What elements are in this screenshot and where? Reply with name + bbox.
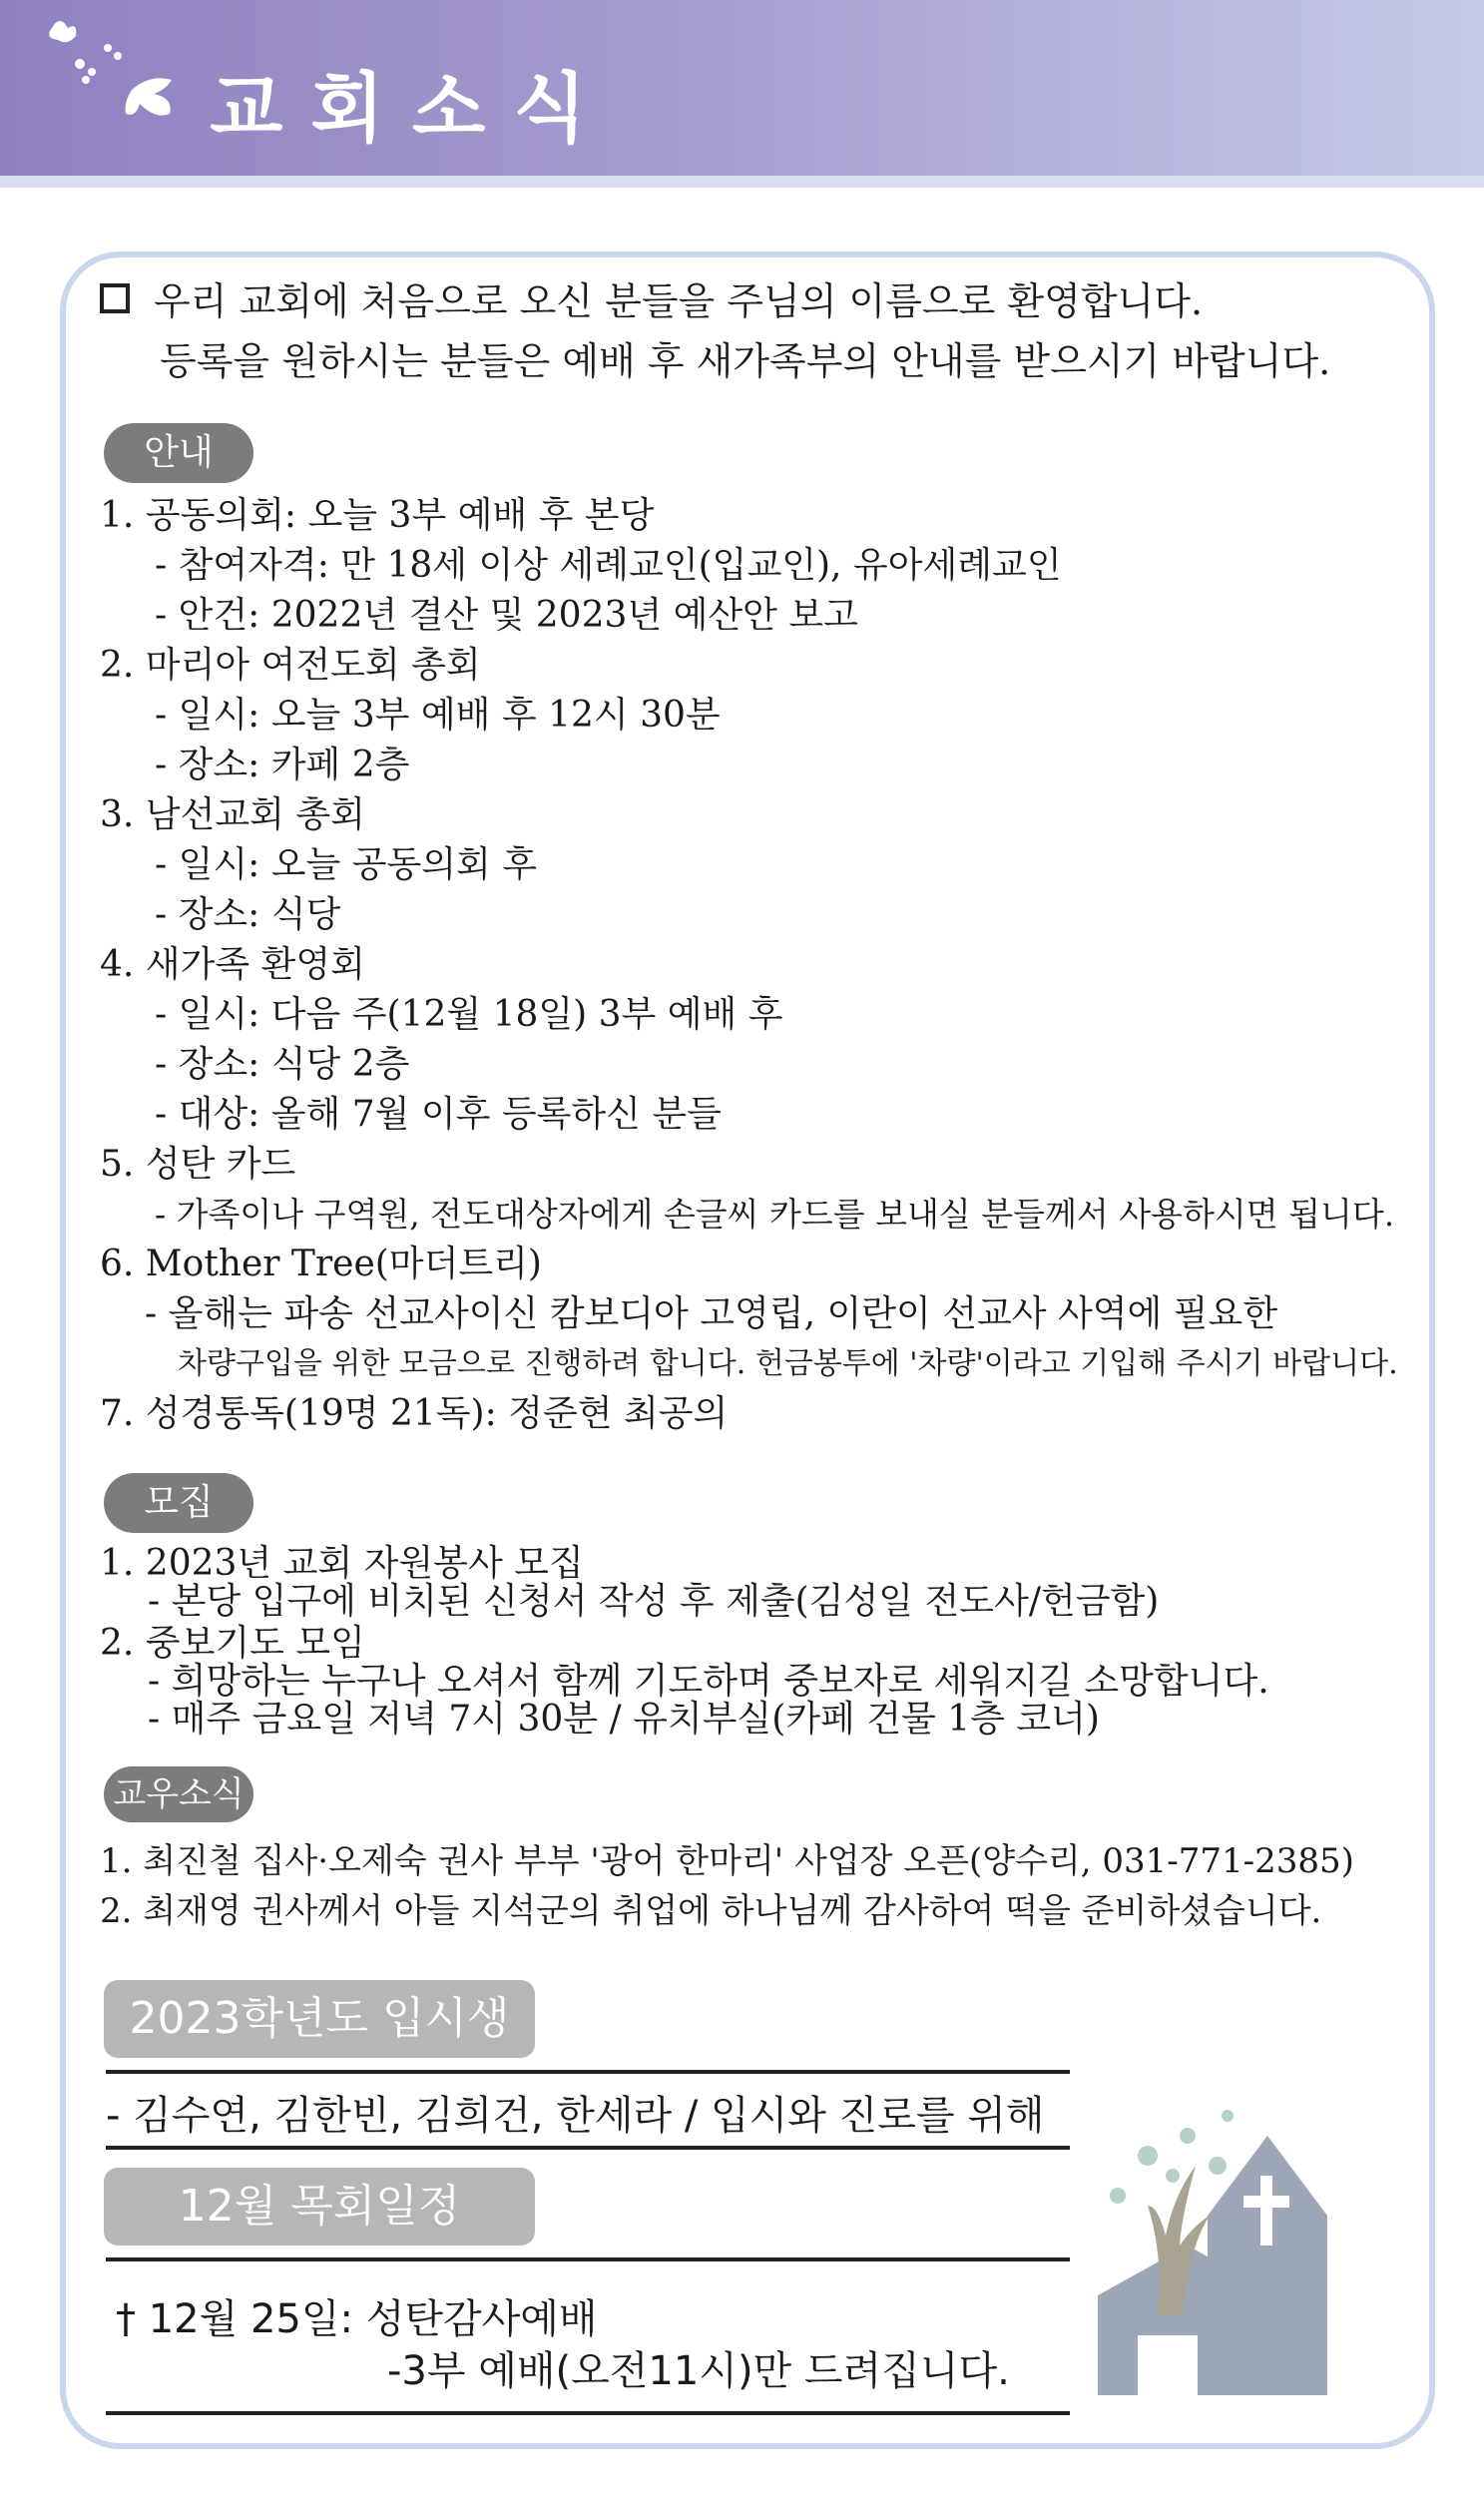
welcome-line-2: 등록을 원하시는 분들은 예배 후 새가족부의 안내를 받으시기 바랍니다. [160,339,1331,383]
list-item: 5. 성탄 카드 [100,1144,296,1185]
list-item: 2. 마리아 여전도회 총회 [100,645,481,686]
header-divider [0,176,1484,188]
schedule-label: 12월 목회일정 [104,2168,535,2246]
notice-label: 안내 [104,423,253,483]
list-item: 1. 2023년 교회 자원봉사 모집 [100,1543,584,1584]
divider [106,2070,1070,2074]
church-illustration-icon [1078,2096,1377,2435]
members-label: 교우소식 [104,1766,253,1822]
recruit-list [100,1545,1269,1739]
welcome-message [100,271,1330,391]
list-item: 1. 공동의회: 오늘 3부 예배 후 본당 [100,495,655,536]
members-list [100,1836,1354,1936]
list-item: 6. Mother Tree(마더트리) [100,1244,542,1284]
list-item: 7. 성경통독(19명 21독): 정준현 최공의 [100,1393,729,1434]
welcome-line-1: 우리 교회에 처음으로 오신 분들을 주님의 이름으로 환영합니다. [154,279,1204,323]
divider [106,2146,1070,2150]
list-item: - 참여자격: 만 18세 이상 세례교인(입교인), 유아세례교인 [155,545,1062,586]
list-item: 차량구입을 위한 모금으로 진행하려 합니다. 헌금봉투에 '차량'이라고 기입해 주시기 바랍니다. [178,1346,1398,1381]
list-item: 4. 새가족 환영회 [100,944,365,985]
exam-text: - 김수연, 김한빈, 김희건, 한세라 / 입시와 진로를 위해 [106,2093,1045,2139]
checkbox-bullet-icon [100,283,130,313]
list-item: - 안건: 2022년 결산 및 2023년 예산안 보고 [155,595,858,636]
list-item: - 본당 입구에 비치된 신청서 작성 후 제출(김성일 전도사/헌금함) [148,1581,1160,1622]
page-title: 교회소식 [210,64,615,153]
list-item: 3. 남선교회 총회 [100,794,365,835]
divider [106,2411,1070,2415]
schedule-line-2: -3부 예배(오전11시)만 드려집니다. [387,2348,1010,2394]
list-item: 1. 최진철 집사·오제숙 권사 부부 '광어 한마리' 사업장 오픈(양수리, 031-771-2385) [100,1841,1354,1881]
schedule-line-1: † 12월 25일: 성탄감사예배 [116,2296,598,2342]
list-item: 2. 최재영 권사께서 아들 지석군의 취업에 하나님께 감사하여 떡을 준비하셨습니다. [100,1891,1322,1931]
list-item: - 대상: 올해 7월 이후 등록하신 분들 [155,1094,722,1135]
list-item: - 매주 금요일 저녁 7시 30분 / 유치부실(카페 건물 1층 코너) [148,1699,1100,1740]
list-item: - 일시: 다음 주(12월 18일) 3부 예배 후 [155,994,783,1035]
divider [106,2257,1070,2261]
list-item: - 가족이나 구역원, 전도대상자에게 손글씨 카드를 보내실 분들께서 사용하시면 됩니다. [155,1195,1395,1234]
notice-list [100,491,1398,1439]
recruit-label: 모집 [104,1473,253,1533]
list-item: - 일시: 오늘 공동의회 후 [155,844,538,885]
exam-label: 2023학년도 입시생 [104,1980,535,2058]
list-item: - 올해는 파송 선교사이신 캄보디아 고영립, 이란이 선교사 사역에 필요한 [145,1293,1278,1334]
list-item: - 일시: 오늘 3부 예배 후 12시 30분 [155,695,721,736]
list-item: - 장소: 카페 2층 [155,745,410,785]
list-item: 2. 중보기도 모임 [100,1623,365,1664]
butterfly-icon [40,10,210,140]
list-item: - 장소: 식당 [155,894,341,935]
list-item: - 장소: 식당 2층 [155,1044,410,1085]
list-item: - 희망하는 누구나 오셔서 함께 기도하며 중보자로 세워지길 소망합니다. [148,1661,1269,1702]
